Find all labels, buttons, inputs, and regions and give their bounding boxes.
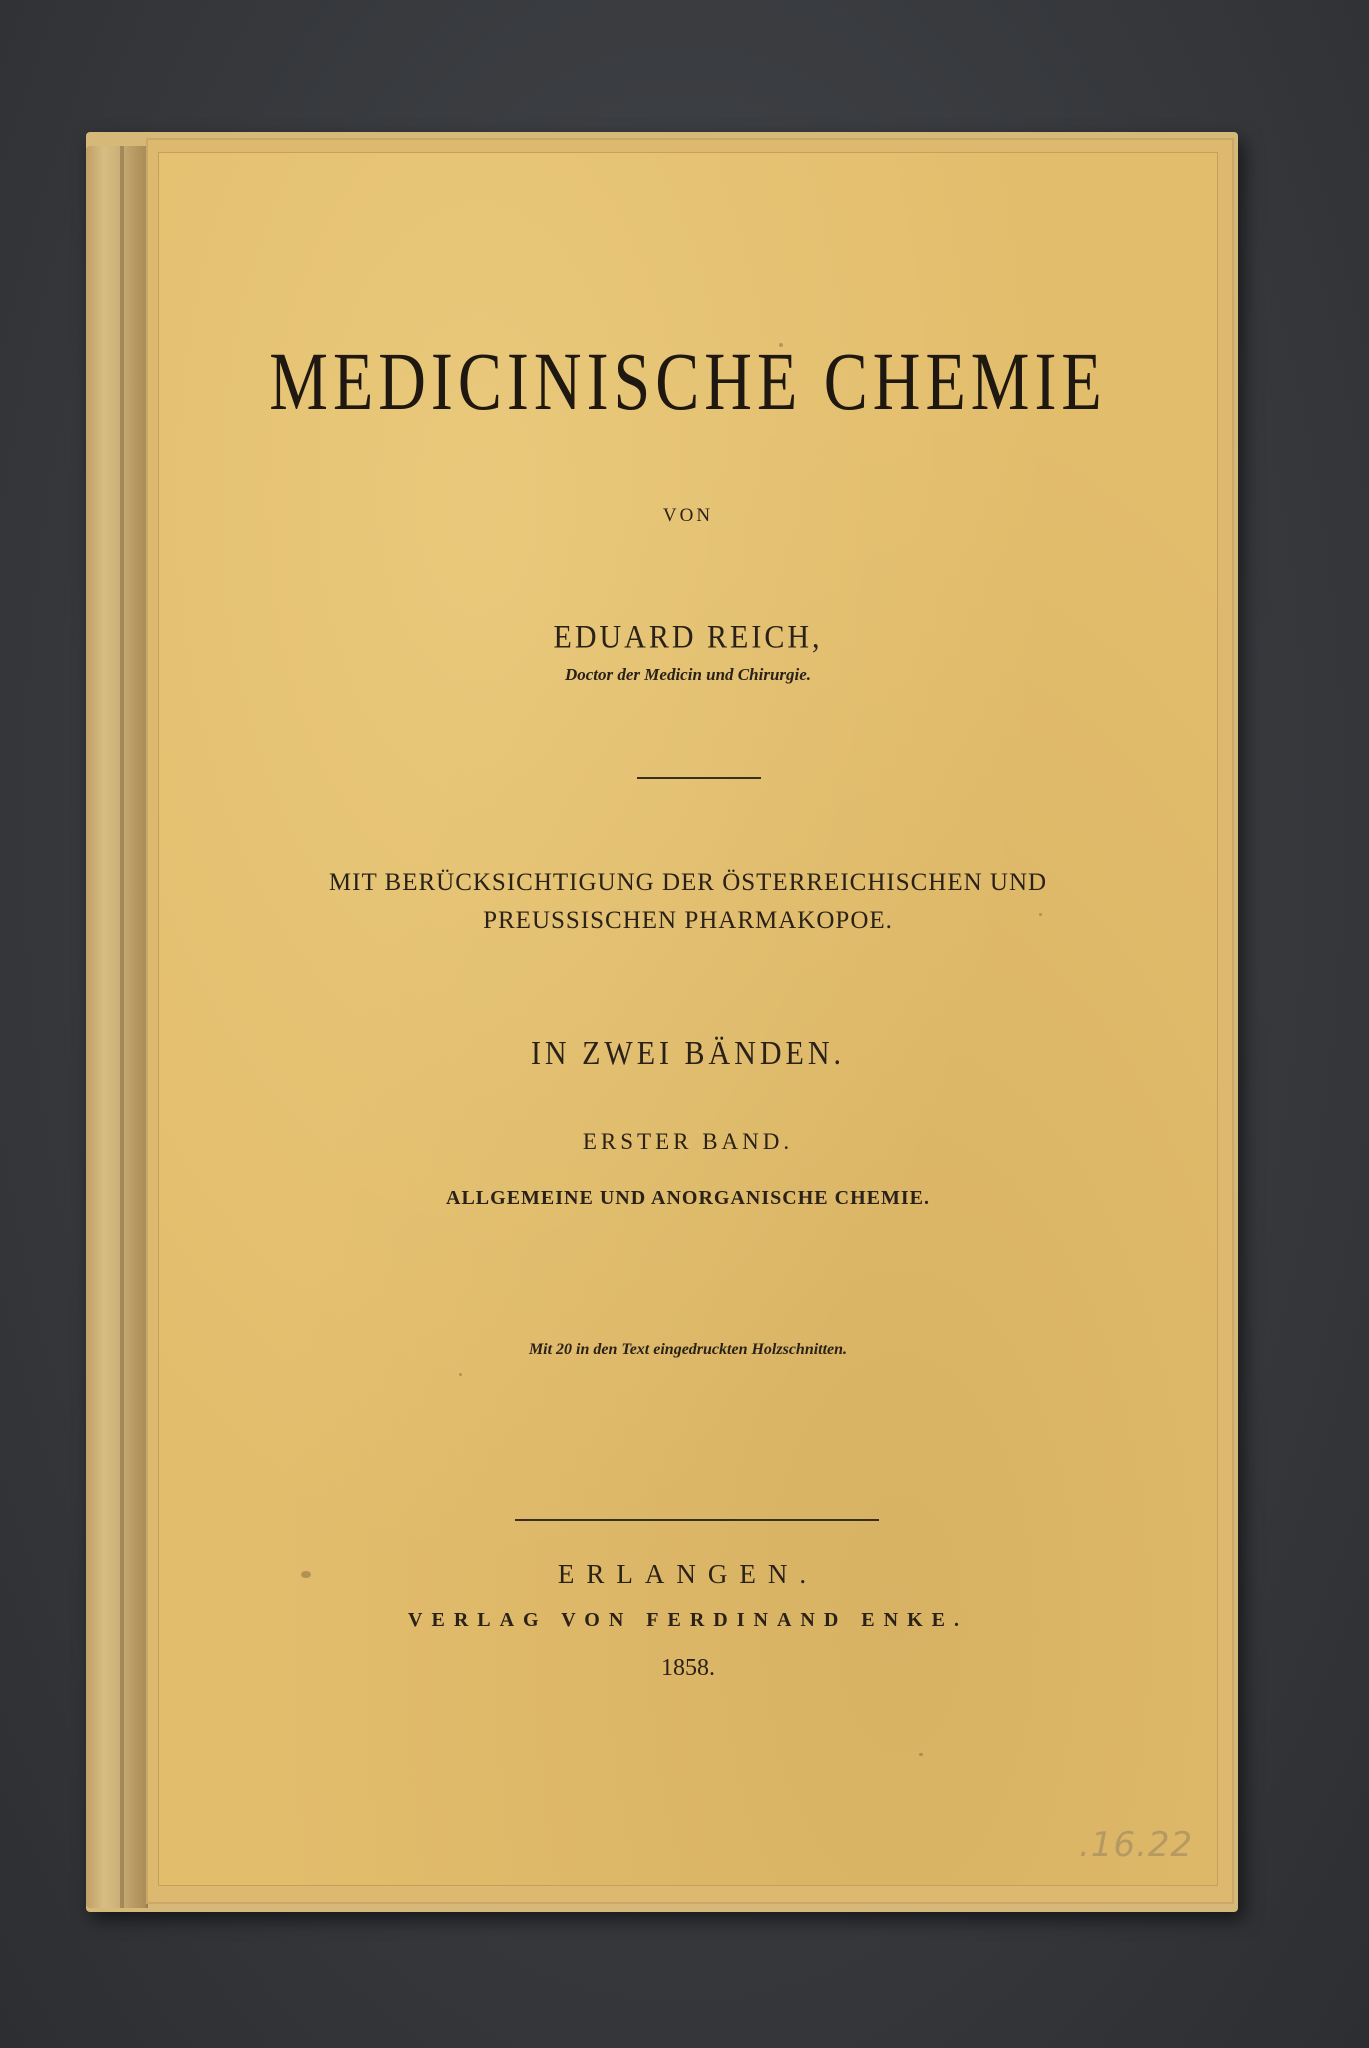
title-page bbox=[158, 152, 1218, 1886]
publisher: VERLAG VON FERDINAND ENKE. bbox=[408, 1609, 968, 1631]
volume-count: IN ZWEI BÄNDEN. bbox=[530, 1035, 846, 1072]
paper-speck bbox=[459, 1373, 462, 1376]
book-spine bbox=[86, 146, 148, 1908]
paper-speck bbox=[779, 343, 783, 347]
by-line: VON bbox=[662, 505, 714, 526]
spine-groove bbox=[120, 146, 124, 1908]
publication-year: 1858. bbox=[661, 1655, 715, 1681]
subtitle-line-1: MIT BERÜCKSICHTIGUNG DER ÖSTERREICHISCHEN UND bbox=[328, 869, 1048, 896]
divider-rule bbox=[515, 1519, 879, 1521]
subtitle-line-2: PREUSSISCHEN PHARMAKOPOE. bbox=[483, 907, 893, 934]
author-name: EDUARD REICH, bbox=[553, 619, 823, 656]
volume-label: ERSTER BAND. bbox=[582, 1129, 794, 1154]
book-title: MEDICINISCHE CHEMIE bbox=[269, 336, 1107, 428]
illustrations-note: Mit 20 in den Text eingedruckten Holzschnitten. bbox=[528, 1341, 848, 1358]
paper-speck bbox=[919, 1753, 923, 1756]
publication-place: ERLANGEN. bbox=[557, 1559, 819, 1589]
pencil-shelfmark: .16.22 bbox=[1079, 1825, 1194, 1865]
paper-speck bbox=[301, 1571, 311, 1578]
author-degree: Doctor der Medicin und Chirurgie. bbox=[564, 665, 812, 684]
paper-speck bbox=[1039, 913, 1042, 916]
divider-rule bbox=[637, 777, 761, 779]
volume-subject: ALLGEMEINE UND ANORGANISCHE CHEMIE. bbox=[446, 1187, 930, 1209]
